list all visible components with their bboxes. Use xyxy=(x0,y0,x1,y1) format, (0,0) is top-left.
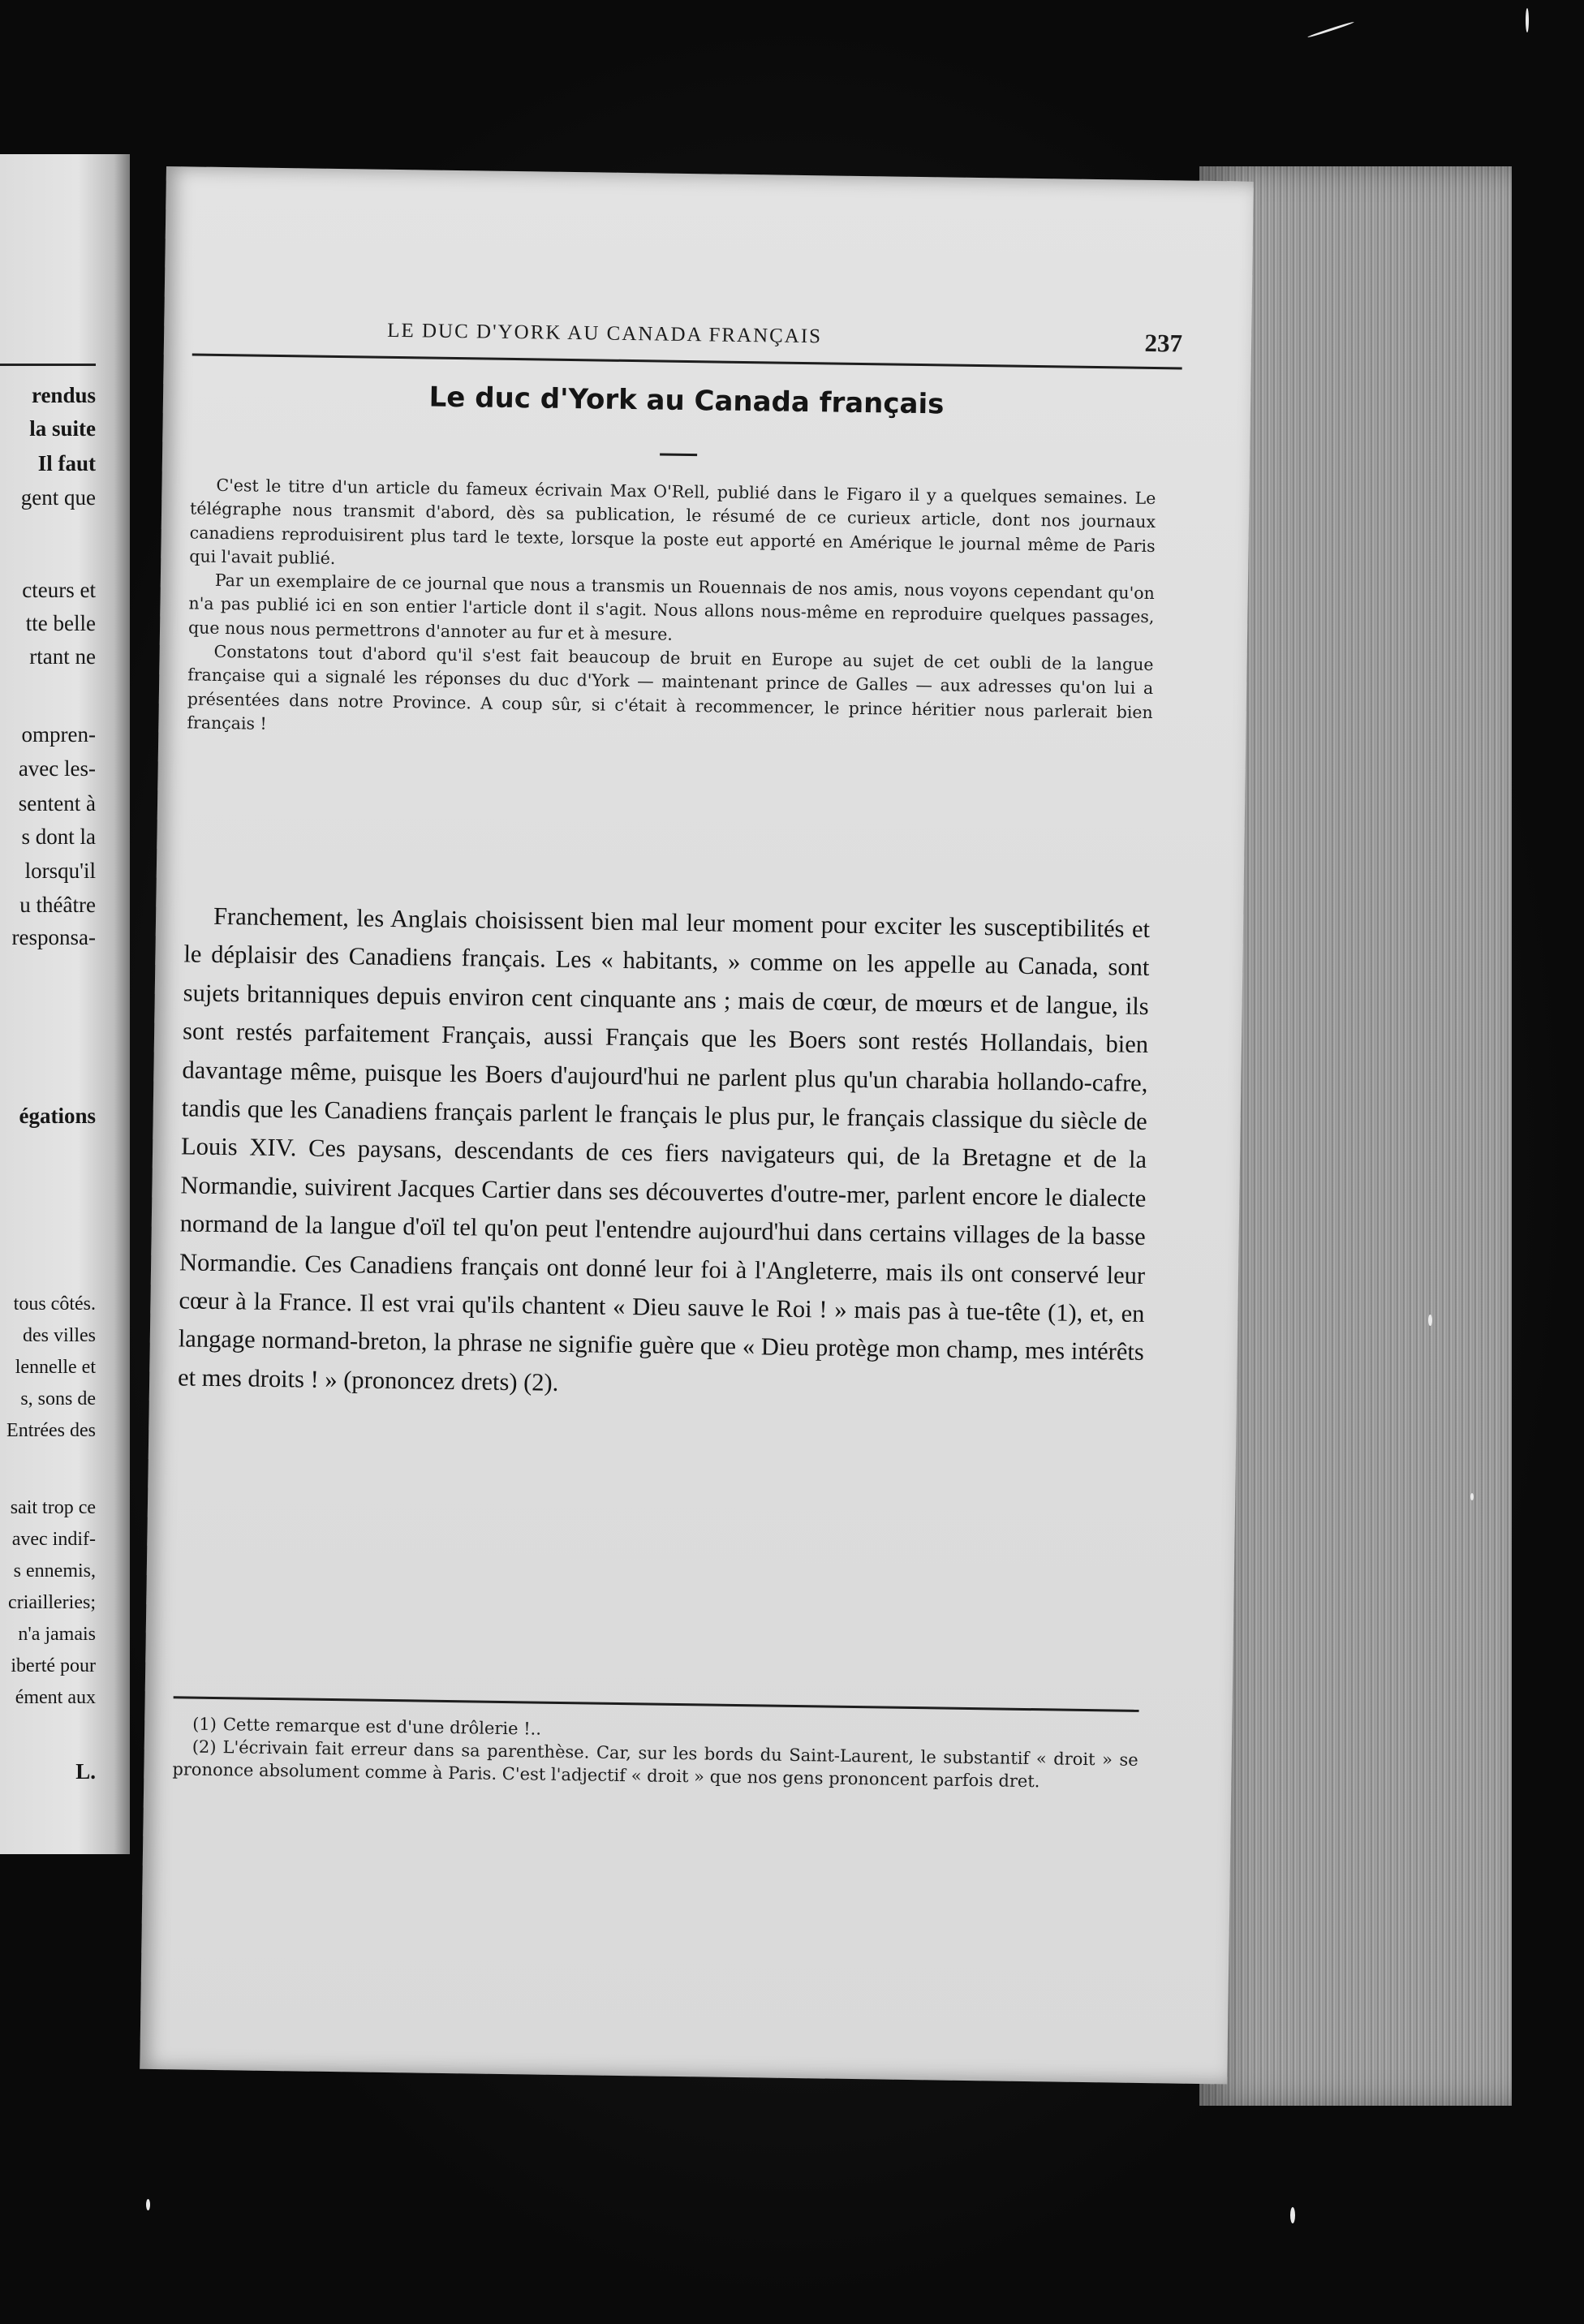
left-page-rule xyxy=(0,364,96,366)
left-page-line: avec les- xyxy=(18,756,96,781)
left-page-line: Entrées des xyxy=(6,1420,96,1441)
footnotes xyxy=(172,1712,1138,1794)
left-page-line: n'a jamais xyxy=(18,1624,96,1645)
left-page-line: u théâtre xyxy=(19,893,96,917)
left-page-line: des villes xyxy=(23,1325,96,1346)
dust-speck xyxy=(1290,2207,1295,2223)
left-page-line: ément aux xyxy=(15,1687,96,1708)
article-introduction xyxy=(187,473,1156,748)
intro-paragraph: Constatons tout d'abord qu'il s'est fait beaucoup de bruit en Europe au sujet de cet oubli de la langue française qui a signalé les réponses du duc d'York — maintenant prince de Galles — aux adresses qu'on lui a présentées dans notre Province. A coup sûr, si c'était à recommencer, le prince héritier nous parlerait bien français ! xyxy=(187,641,1154,734)
footnote-text: Cette remarque est d'une drôlerie !.. xyxy=(222,1715,542,1739)
intro-paragraph: Par un exemplaire de ce journal que nous a transmis un Rouennais de nos amis, nous voyons cependant qu'on n'a pas publié ici en son entier l'article dont il s'agit. Nous allons nous-même en reproduire quelques passages, que nous nous permettrons d'annoter au fur et à mesure. xyxy=(187,570,1155,644)
left-page-line: responsa- xyxy=(11,925,96,949)
left-page-line: avec indif- xyxy=(11,1529,96,1550)
left-page-line: L. xyxy=(75,1759,96,1784)
left-page-line: ompren- xyxy=(21,722,96,747)
body-paragraph: Franchement, les Anglais choisissent bien mal leur moment pour exciter les susceptibilités et le déplaisir des Canadiens français. Les « habitants, » comme on les appelle au Canada, sont sujets britanniques depuis environ cent cinquante ans ; mais de cœur, de mœurs et de langue, ils sont restés parfaitement Français, aussi Français que les Boers sont restés Hollandais, bien davantage même, puisque les Boers d'aujourd'hui ne parlent plus qu'un charabia hollando-cafre, tandis que les Canadiens français parlent le français le plus pur, le français classique du siècle de Louis XIV. Ces paysans, descendants de ces fiers navigateurs qui, de la Bretagne et de la Normandie, suivirent Jacques Cartier dans ses découvertes d'outre-mer, parlent encore le dialecte normand de la langue d'oïl tel qu'on peut l'entendre aujourd'hui dans certains villages de la basse Normandie. Ces Canadiens français ont donné leur foi à l'Angleterre, mais ils ont conservé leur cœur à la France. Il est vrai qu'ils chantent « Dieu sauve le Roi ! » mais pas à tue-tête (1), et, en langage normand-breton, la phrase ne signifie guère que « Dieu protège mon champ, mes intérêts et mes droits ! » (prononcez drets) (2). xyxy=(177,902,1151,1397)
left-page-line: s ennemis, xyxy=(13,1560,96,1582)
left-page-line: s dont la xyxy=(21,824,96,849)
article-body xyxy=(178,897,1150,1410)
footnote-number: (2) xyxy=(192,1737,217,1758)
left-page-line: iberté pour xyxy=(11,1655,96,1676)
left-page-line: sait trop ce xyxy=(10,1497,96,1518)
page-content xyxy=(172,166,1185,1792)
footnote-rule xyxy=(174,1696,1139,1712)
dust-speck xyxy=(146,2199,150,2210)
dust-speck xyxy=(1526,8,1529,32)
article-title: Le duc d'York au Canada français xyxy=(428,381,945,421)
running-head-title: LE DUC D'YORK AU CANADA FRANÇAIS xyxy=(387,319,823,348)
left-page-line: criailleries; xyxy=(8,1592,96,1613)
left-page-line: tte belle xyxy=(25,611,96,635)
left-page-line: cteurs et xyxy=(22,578,96,602)
footnote-number: (1) xyxy=(192,1714,217,1735)
book-page xyxy=(140,166,1254,2084)
left-page-line: lorsqu'il xyxy=(24,859,96,883)
left-page-line: rtant ne xyxy=(29,644,96,669)
dust-speck xyxy=(1307,21,1354,38)
left-page-line: sentent à xyxy=(18,791,96,816)
intro-paragraph: C'est le titre d'un article du fameux écrivain Max O'Rell, publié dans le Figaro il y a quelques semaines. Le télégraphe nous transmit d'abord, dès sa publication, le résumé de ce curieux article, dont nos journaux canadiens reproduisirent plus tard le texte, lorsque la poste eut apporté en Amérique le journal même de Paris qui l'avait publié. xyxy=(189,475,1156,568)
title-divider xyxy=(660,454,697,457)
running-head xyxy=(192,316,1183,371)
left-page-line: lennelle et xyxy=(15,1357,96,1378)
left-page-line: rendus xyxy=(31,383,96,407)
dust-speck xyxy=(1470,1493,1474,1500)
left-page-line: gent que xyxy=(20,485,96,510)
footnote-text: L'écrivain fait erreur dans sa parenthèse. Car, sur les bords du Saint-Laurent, le substantif « droit » se prononce absolument comme à Paris. C'est l'adjectif « droit » que nos gens prononcent parfois dret. xyxy=(172,1737,1138,1792)
left-page-line: tous côtés. xyxy=(13,1293,96,1315)
left-page-line: s, sons de xyxy=(20,1388,96,1409)
left-facing-page xyxy=(0,154,130,1854)
page-number: 237 xyxy=(1144,328,1183,358)
left-page-line: la suite xyxy=(29,416,96,441)
left-page-line: Il faut xyxy=(37,451,96,476)
dust-speck xyxy=(1428,1315,1432,1326)
left-page-line: égations xyxy=(19,1104,96,1128)
